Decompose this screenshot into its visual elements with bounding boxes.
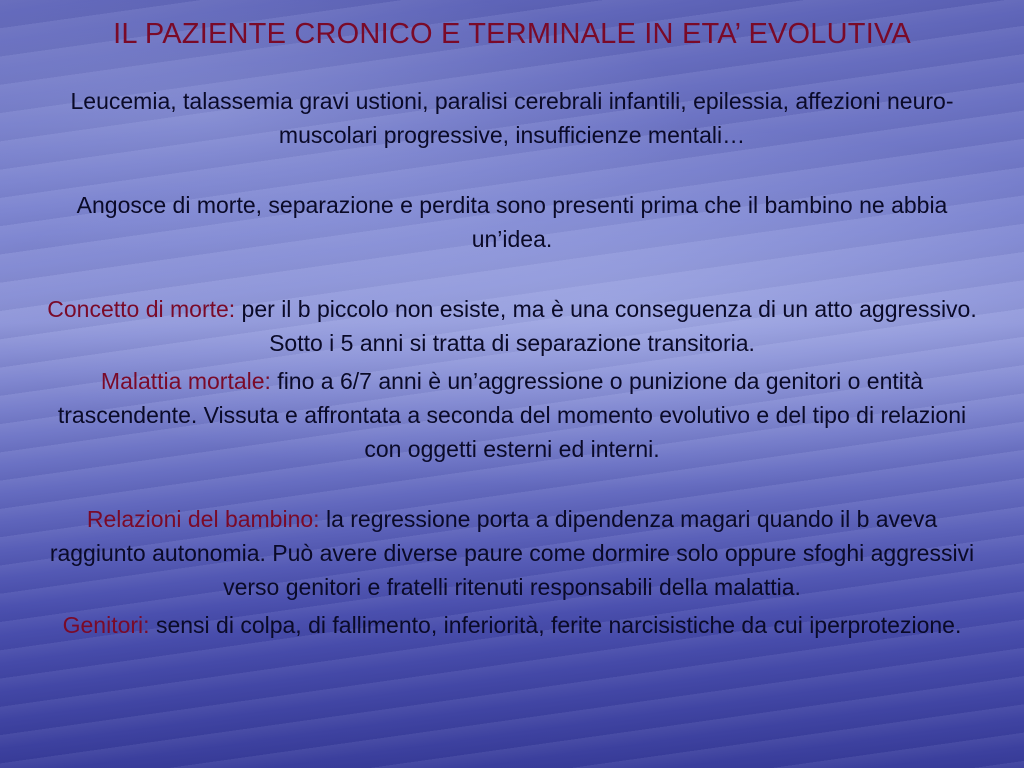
- paragraph-text: Leucemia, talassemia gravi ustioni, paralisi cerebrali infantili, epilessia, affezioni neuro-muscolari progressive, insufficienze mentali…: [70, 88, 954, 148]
- paragraph-child-relations: [44, 502, 980, 604]
- paragraph-lead: Malattia mortale:: [100, 368, 271, 394]
- paragraph-lead: Relazioni del bambino:: [86, 506, 320, 532]
- paragraph-parents: [44, 608, 980, 642]
- slide-body: [44, 84, 980, 642]
- slide-title: IL PAZIENTE CRONICO E TERMINALE IN ETA’ EVOLUTIVA: [113, 18, 911, 50]
- paragraph-lead: Genitori:: [62, 612, 150, 638]
- paragraph-text: fino a 6/7 anni è un’aggressione o punizione da genitori o entità trascendente. Vissuta e affrontata a seconda del momento evolutivo e del tipo di relazioni con oggetti esterni ed interni.: [57, 368, 967, 462]
- paragraph-mortal-illness: [44, 364, 980, 466]
- paragraph-text: la regressione porta a dipendenza magari quando il b aveva raggiunto autonomia. Può avere diverse paure come dormire solo oppure sfoghi aggressivi verso genitori e fratelli ritenuti responsabili della malattia.: [49, 506, 975, 600]
- paragraph-concept-of-death: [44, 292, 980, 360]
- paragraph-text: per il b piccolo non esiste, ma è una conseguenza di un atto aggressivo. Sotto i 5 anni si tratta di separazione transitoria.: [235, 296, 977, 356]
- paragraph-text: sensi di colpa, di fallimento, inferiorità, ferite narcisistiche da cui iperprotezione.: [149, 612, 962, 638]
- paragraph-conditions: [44, 84, 980, 152]
- paragraph-anxieties: [44, 188, 980, 256]
- paragraph-lead: Concetto di morte:: [47, 296, 236, 322]
- paragraph-text: Angosce di morte, separazione e perdita sono presenti prima che il bambino ne abbia un’idea.: [76, 192, 948, 252]
